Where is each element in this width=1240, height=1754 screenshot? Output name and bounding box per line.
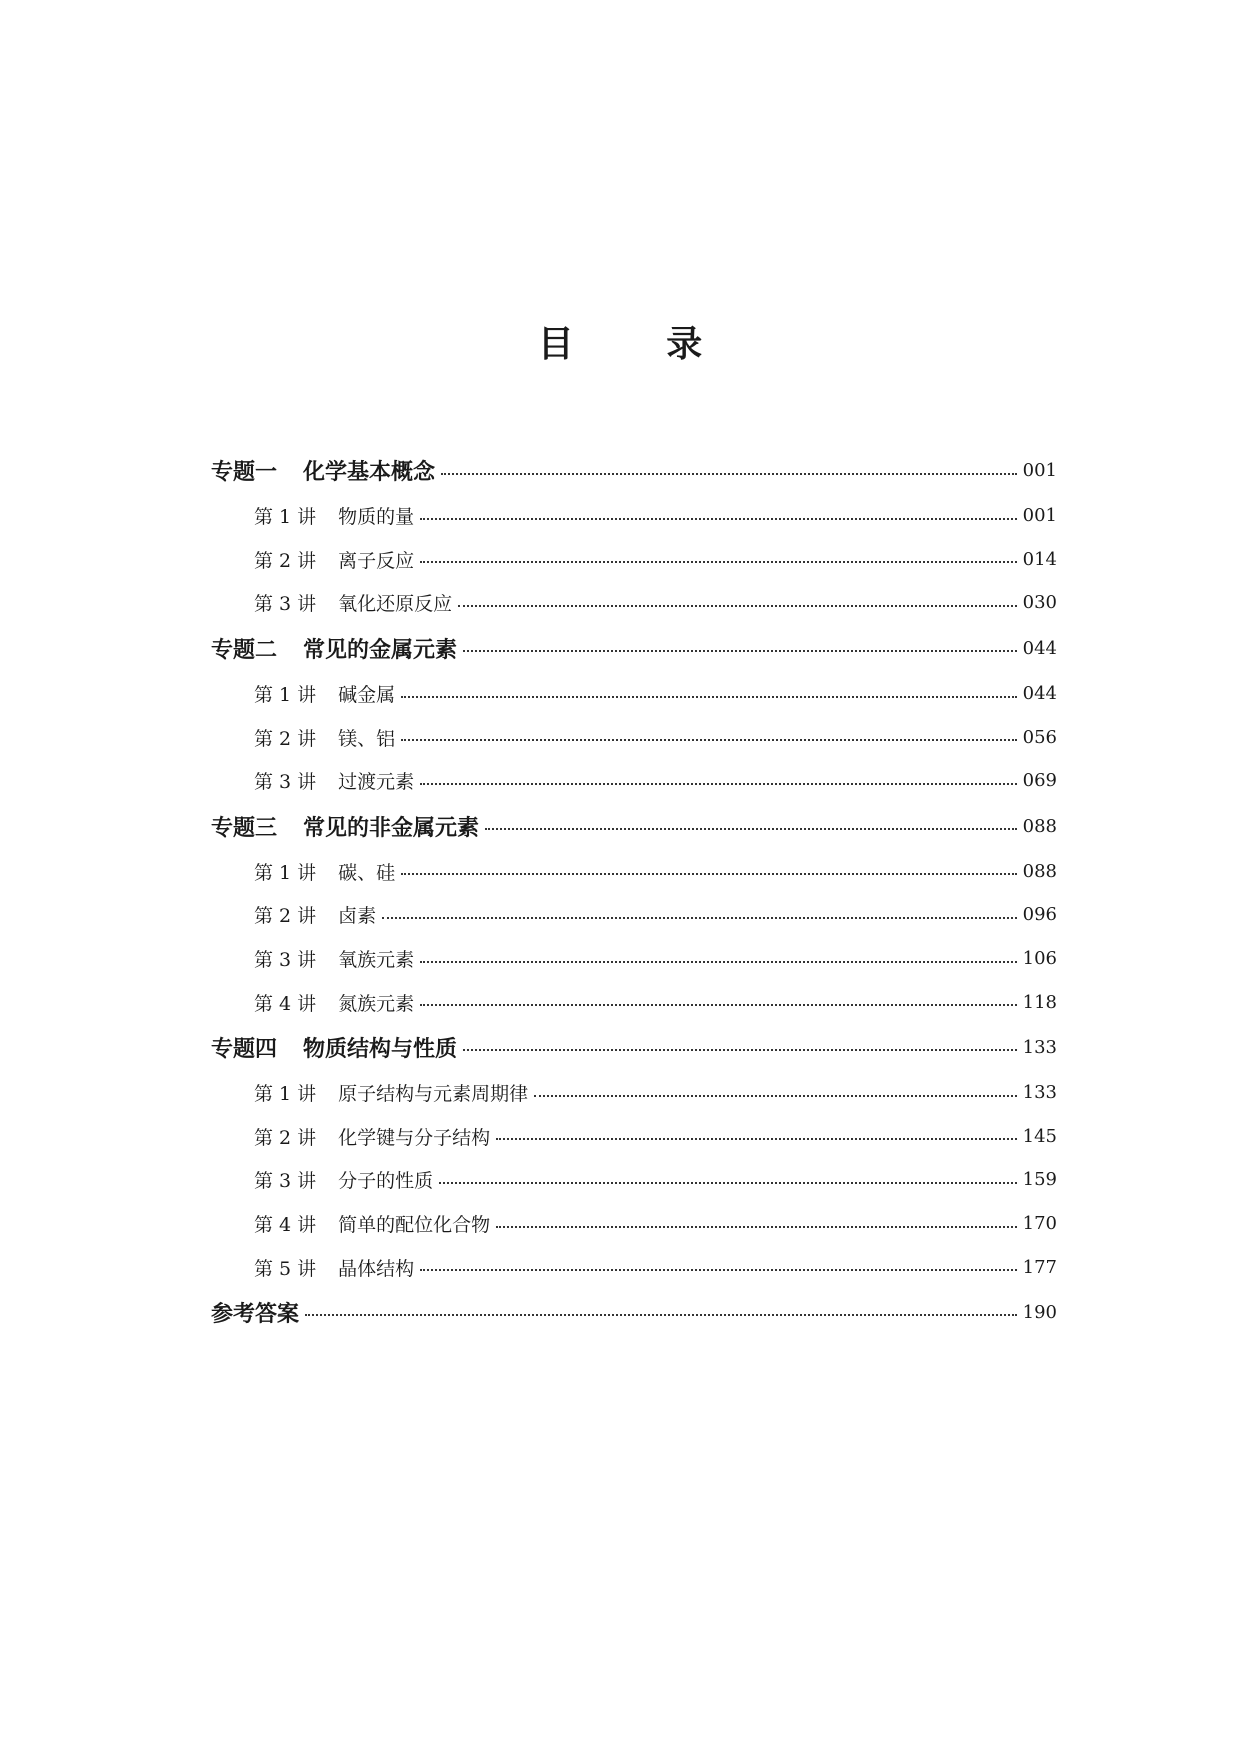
dot-leader xyxy=(458,605,1016,607)
lecture-title: 离子反应 xyxy=(338,549,415,572)
toc-answers[interactable] xyxy=(211,1289,1057,1336)
toc-lecture[interactable] xyxy=(211,581,1057,625)
page-number: 106 xyxy=(1022,948,1057,970)
page-number: 133 xyxy=(1022,1036,1057,1058)
lecture-title: 氧族元素 xyxy=(338,949,415,972)
dot-leader xyxy=(441,473,1017,475)
page-number: 014 xyxy=(1022,548,1057,570)
dot-leader xyxy=(496,1138,1016,1140)
lecture-title: 分子的性质 xyxy=(338,1170,434,1193)
lecture-title: 化学键与分子结构 xyxy=(338,1126,491,1149)
dot-leader xyxy=(401,696,1016,698)
page-number: 069 xyxy=(1022,770,1057,792)
toc-lecture[interactable] xyxy=(211,850,1057,894)
page-number: 044 xyxy=(1022,637,1057,659)
section-title: 常见的非金属元素 xyxy=(303,815,480,841)
toc-lecture[interactable] xyxy=(211,494,1057,538)
dot-leader xyxy=(382,917,1016,919)
toc-section-2[interactable] xyxy=(211,625,1057,672)
toc-lecture[interactable] xyxy=(211,1115,1057,1159)
dot-leader xyxy=(401,739,1016,741)
toc-lecture[interactable] xyxy=(211,937,1057,981)
table-of-contents xyxy=(211,447,1057,1336)
dot-leader xyxy=(305,1314,1017,1316)
lecture-title: 卤素 xyxy=(338,905,377,928)
toc-section-3[interactable] xyxy=(211,803,1057,850)
toc-section-1[interactable] xyxy=(211,447,1057,494)
section-title: 常见的金属元素 xyxy=(303,637,458,663)
lecture-label: 第 1 讲 xyxy=(254,684,317,707)
dot-leader xyxy=(420,561,1016,563)
lecture-label: 第 2 讲 xyxy=(254,905,317,928)
dot-leader xyxy=(420,1269,1016,1271)
lecture-label: 第 2 讲 xyxy=(254,549,317,572)
toc-lecture[interactable] xyxy=(211,1245,1057,1289)
dot-leader xyxy=(463,1049,1017,1051)
section-title: 物质结构与性质 xyxy=(303,1036,458,1062)
lecture-label: 第 3 讲 xyxy=(254,771,317,794)
dot-leader xyxy=(463,650,1017,652)
lecture-label: 第 1 讲 xyxy=(254,861,317,884)
page-number: 044 xyxy=(1022,683,1057,705)
toc-lecture[interactable] xyxy=(211,1071,1057,1115)
page-number: 030 xyxy=(1022,592,1057,614)
page-number: 159 xyxy=(1022,1169,1057,1191)
page-number: 096 xyxy=(1022,904,1057,926)
page-number: 001 xyxy=(1022,505,1057,527)
lecture-label: 第 2 讲 xyxy=(254,1126,317,1149)
dot-leader xyxy=(420,518,1016,520)
dot-leader xyxy=(420,1004,1016,1006)
toc-lecture[interactable] xyxy=(211,893,1057,937)
section-label: 专题四 xyxy=(211,1036,278,1062)
toc-lecture[interactable] xyxy=(211,538,1057,582)
lecture-title: 原子结构与元素周期律 xyxy=(338,1083,529,1106)
toc-lecture[interactable] xyxy=(211,759,1057,803)
lecture-label: 第 3 讲 xyxy=(254,949,317,972)
page-number: 190 xyxy=(1022,1301,1057,1323)
lecture-title: 氮族元素 xyxy=(338,992,415,1015)
page-number: 088 xyxy=(1022,815,1057,837)
page-number: 088 xyxy=(1022,860,1057,882)
page-title: 目 录 xyxy=(537,324,743,365)
lecture-label: 第 1 讲 xyxy=(254,506,317,529)
lecture-label: 第 4 讲 xyxy=(254,1214,317,1237)
page-number: 177 xyxy=(1022,1256,1057,1278)
lecture-label: 第 1 讲 xyxy=(254,1083,317,1106)
page-number: 133 xyxy=(1022,1082,1057,1104)
toc-lecture[interactable] xyxy=(211,672,1057,716)
dot-leader xyxy=(401,873,1016,875)
lecture-label: 第 2 讲 xyxy=(254,727,317,750)
page-number: 056 xyxy=(1022,726,1057,748)
lecture-title: 简单的配位化合物 xyxy=(338,1214,491,1237)
answers-title: 参考答案 xyxy=(211,1301,300,1327)
page-number: 145 xyxy=(1022,1125,1057,1147)
lecture-label: 第 3 讲 xyxy=(254,1170,317,1193)
lecture-title: 晶体结构 xyxy=(338,1257,415,1280)
toc-lecture[interactable] xyxy=(211,715,1057,759)
toc-lecture[interactable] xyxy=(211,980,1057,1024)
section-label: 专题一 xyxy=(211,460,278,485)
dot-leader xyxy=(439,1182,1016,1184)
lecture-title: 镁、铝 xyxy=(338,727,396,750)
toc-lecture[interactable] xyxy=(211,1202,1057,1246)
lecture-title: 过渡元素 xyxy=(338,771,415,794)
lecture-title: 物质的量 xyxy=(338,506,415,529)
page-number: 170 xyxy=(1022,1213,1057,1235)
toc-lecture[interactable] xyxy=(211,1158,1057,1202)
dot-leader xyxy=(496,1226,1016,1228)
dot-leader xyxy=(420,961,1016,963)
section-label: 专题三 xyxy=(211,815,278,841)
lecture-title: 氧化还原反应 xyxy=(338,593,453,616)
lecture-label: 第 5 讲 xyxy=(254,1257,317,1280)
dot-leader xyxy=(534,1095,1016,1097)
page-number: 118 xyxy=(1022,991,1057,1013)
lecture-label: 第 3 讲 xyxy=(254,593,317,616)
lecture-label: 第 4 讲 xyxy=(254,992,317,1015)
section-label: 专题二 xyxy=(211,637,278,663)
lecture-title: 碳、硅 xyxy=(338,861,396,884)
toc-section-4[interactable] xyxy=(211,1024,1057,1071)
page-number: 001 xyxy=(1022,460,1057,481)
dot-leader xyxy=(420,783,1016,785)
dot-leader xyxy=(485,828,1017,830)
section-title: 化学基本概念 xyxy=(303,460,436,485)
lecture-title: 碱金属 xyxy=(338,684,396,707)
